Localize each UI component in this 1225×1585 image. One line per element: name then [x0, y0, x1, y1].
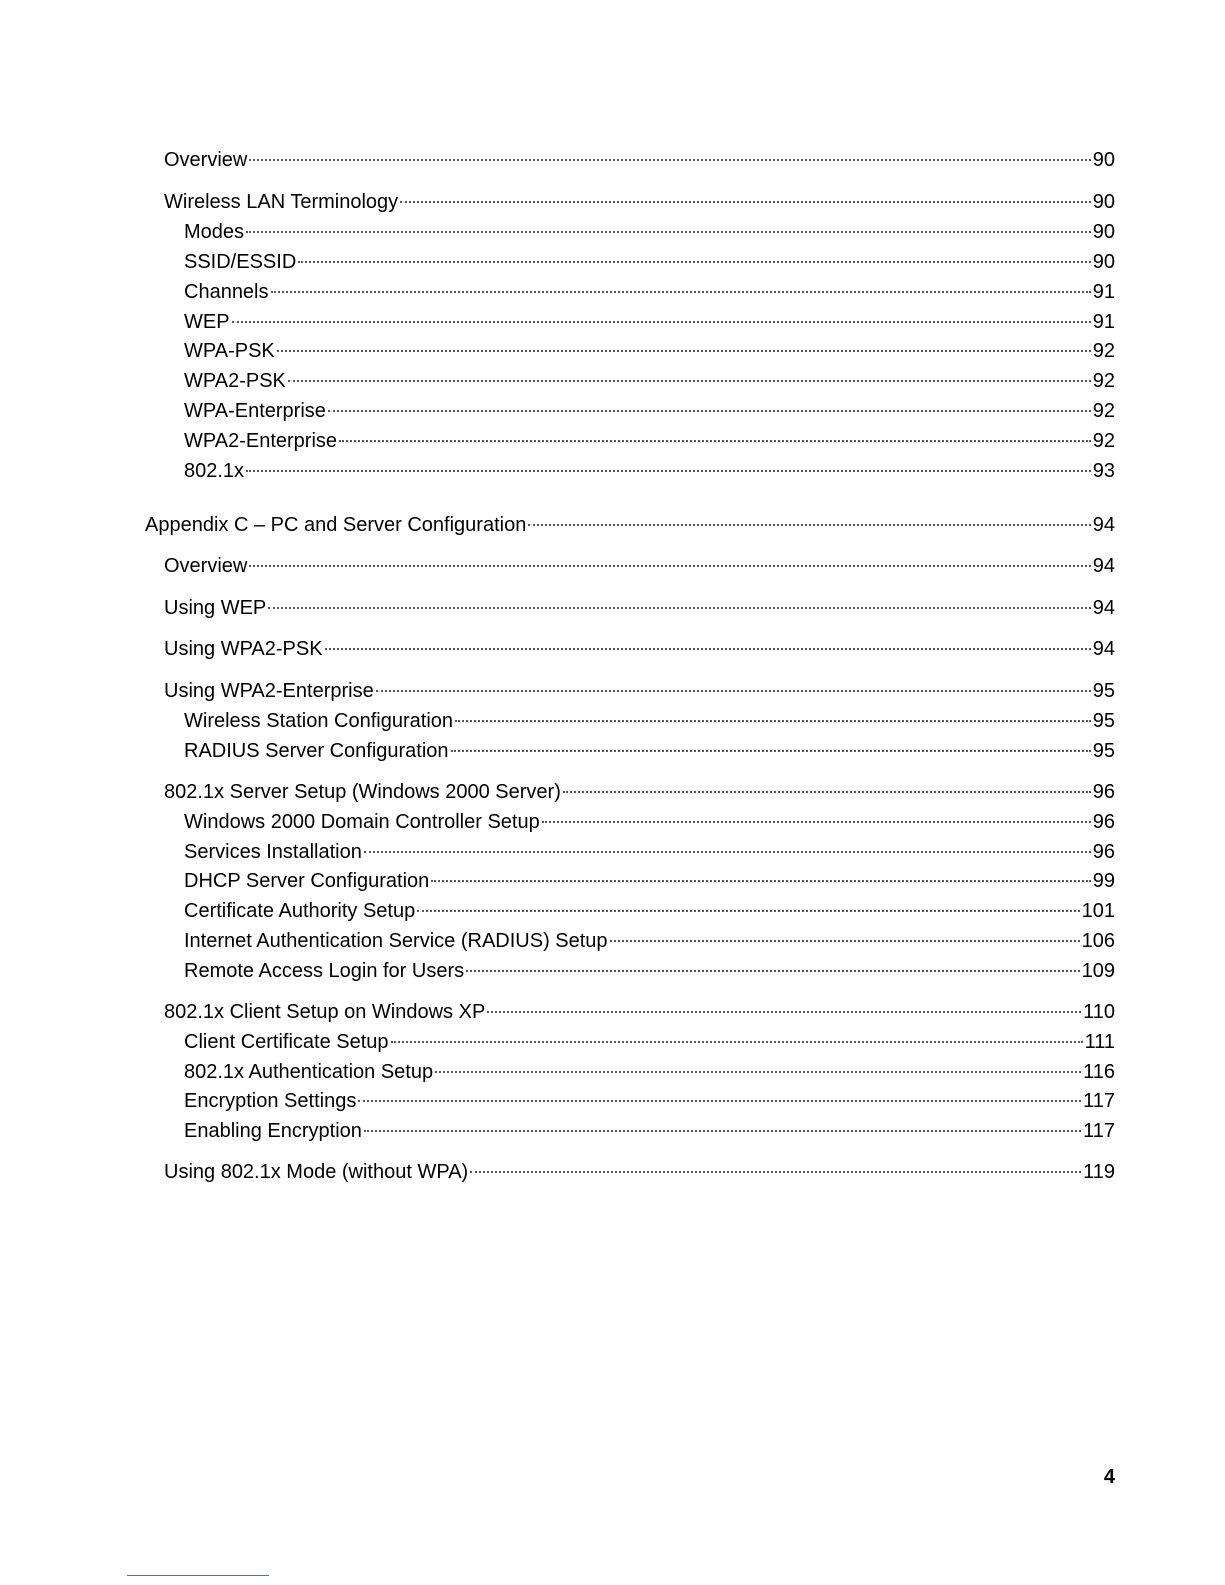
toc-entry[interactable] — [184, 279, 1115, 305]
toc-entry-page: 95 — [1092, 710, 1115, 732]
toc-entry-page: 90 — [1092, 221, 1115, 243]
dot-leader — [435, 1070, 1081, 1073]
toc-entry[interactable] — [184, 928, 1115, 954]
dot-leader — [451, 749, 1091, 752]
toc-entry-title: RADIUS Server Configuration — [184, 740, 449, 762]
toc-entry[interactable] — [184, 708, 1115, 734]
toc-entry-page: 92 — [1092, 430, 1115, 452]
dot-leader — [528, 523, 1090, 526]
toc-entry-title: Windows 2000 Domain Controller Setup — [184, 811, 540, 833]
dot-leader — [364, 850, 1091, 853]
toc-entry-page: 117 — [1083, 1090, 1115, 1112]
toc-entry-title: Using 802.1x Mode (without WPA) — [164, 1161, 469, 1183]
toc-entry-page: 91 — [1092, 311, 1115, 333]
toc-entry-page: 96 — [1092, 811, 1115, 833]
toc-entry-title: WPA2-Enterprise — [184, 430, 338, 452]
toc-entry[interactable] — [184, 458, 1115, 484]
toc-entry-page: 106 — [1081, 930, 1115, 952]
toc-entry-page: 90 — [1092, 191, 1115, 213]
dot-leader — [358, 1099, 1081, 1102]
dot-leader — [610, 939, 1080, 942]
dot-leader — [339, 439, 1091, 442]
toc-entry-page: 94 — [1092, 597, 1115, 619]
dot-leader — [466, 969, 1080, 972]
toc-entry-page: 99 — [1092, 870, 1115, 892]
toc-entry[interactable] — [184, 428, 1115, 454]
toc-entry-page: 90 — [1092, 149, 1115, 171]
toc-entry-title: Enabling Encryption — [184, 1120, 362, 1142]
toc-entry-title: 802.1x Client Setup on Windows XP — [164, 1001, 486, 1023]
toc-entry[interactable] — [164, 636, 1115, 662]
toc-entry-title: Using WPA2-PSK — [164, 638, 323, 660]
toc-entry[interactable] — [184, 738, 1115, 764]
toc-entry-title: Encryption Settings — [184, 1090, 357, 1112]
toc-entry-title: SSID/ESSID — [184, 251, 297, 273]
toc-entry-title: Remote Access Login for Users — [184, 960, 465, 982]
dot-leader — [455, 719, 1091, 722]
dot-leader — [364, 1129, 1081, 1132]
toc-entry-title: 802.1x — [184, 460, 245, 482]
toc-entry[interactable] — [184, 1029, 1115, 1055]
dot-leader — [249, 564, 1090, 567]
toc-entry-title: WPA-Enterprise — [184, 400, 326, 422]
toc-entry[interactable] — [184, 898, 1115, 924]
dot-leader — [400, 200, 1091, 203]
toc-entry[interactable] — [184, 368, 1115, 394]
dot-leader — [470, 1170, 1081, 1173]
dot-leader — [271, 290, 1091, 293]
toc-entry[interactable] — [164, 999, 1115, 1025]
toc-entry[interactable] — [184, 839, 1115, 865]
dot-leader — [288, 379, 1091, 382]
toc-entry-page: 119 — [1083, 1161, 1115, 1183]
toc-entry[interactable] — [184, 1118, 1115, 1144]
dot-leader — [232, 320, 1091, 323]
toc-entry-page: 95 — [1092, 680, 1115, 702]
toc-entry-page: 96 — [1092, 781, 1115, 803]
toc-entry-page: 94 — [1092, 555, 1115, 577]
toc-entry[interactable] — [164, 779, 1115, 805]
toc-entry[interactable] — [184, 249, 1115, 275]
toc-entry-title: WEP — [184, 311, 230, 333]
toc-entry[interactable] — [184, 309, 1115, 335]
dot-leader — [249, 158, 1090, 161]
toc-entry-title: 802.1x Authentication Setup — [184, 1061, 434, 1083]
toc-entry-title: Wireless LAN Terminology — [164, 191, 399, 213]
toc-entry-page: 92 — [1092, 370, 1115, 392]
toc-entry-page: 95 — [1092, 740, 1115, 762]
toc-entry[interactable] — [184, 1088, 1115, 1114]
toc-entry[interactable] — [184, 219, 1115, 245]
toc-entry-page: 116 — [1083, 1061, 1115, 1083]
toc-entry-page: 94 — [1092, 638, 1115, 660]
toc-entry-title: Modes — [184, 221, 245, 243]
toc-entry-title: Internet Authentication Service (RADIUS) Setup — [184, 930, 608, 952]
toc-entry-title: Appendix C – PC and Server Configuration — [145, 514, 527, 536]
toc-entry-page: 91 — [1092, 281, 1115, 303]
toc-entry[interactable] — [184, 398, 1115, 424]
dot-leader — [268, 606, 1091, 609]
toc-entry-title: Client Certificate Setup — [184, 1031, 389, 1053]
toc-entry[interactable] — [164, 147, 1115, 173]
toc-entry[interactable] — [164, 189, 1115, 215]
toc-entry-title: Using WPA2-Enterprise — [164, 680, 374, 702]
dot-leader — [487, 1010, 1081, 1013]
toc-entry[interactable] — [184, 958, 1115, 984]
toc-entry-title: WPA-PSK — [184, 340, 275, 362]
footer-rule — [127, 1575, 269, 1576]
toc-entry-title: Services Installation — [184, 841, 362, 863]
toc-entry-page: 94 — [1092, 514, 1115, 536]
toc-entry[interactable] — [184, 868, 1115, 894]
dot-leader — [563, 790, 1091, 793]
dot-leader — [246, 230, 1091, 233]
toc-entry-title: Overview — [164, 149, 248, 171]
dot-leader — [298, 260, 1090, 263]
toc-entry-title: 802.1x Server Setup (Windows 2000 Server) — [164, 781, 561, 803]
dot-leader — [542, 820, 1091, 823]
dot-leader — [246, 469, 1091, 472]
dot-leader — [376, 689, 1091, 692]
toc-entry-page: 92 — [1092, 340, 1115, 362]
toc-entry-title: Using WEP — [164, 597, 267, 619]
dot-leader — [431, 879, 1090, 882]
dot-leader — [328, 409, 1091, 412]
toc-entry-title: Certificate Authority Setup — [184, 900, 416, 922]
dot-leader — [391, 1040, 1083, 1043]
toc-entry-page: 110 — [1083, 1001, 1115, 1023]
toc-entry[interactable] — [164, 678, 1115, 704]
toc-entry-title: Overview — [164, 555, 248, 577]
toc-entry[interactable] — [184, 338, 1115, 364]
toc-entry-page: 117 — [1083, 1120, 1115, 1142]
toc-entry-title: WPA2-PSK — [184, 370, 286, 392]
toc-entry-page: 96 — [1092, 841, 1115, 863]
toc-entry[interactable] — [184, 1059, 1115, 1085]
toc-entry[interactable] — [164, 595, 1115, 621]
dot-leader — [277, 349, 1091, 352]
page-number: 4 — [1103, 1466, 1115, 1488]
toc-entry-page: 92 — [1092, 400, 1115, 422]
toc-entry[interactable] — [145, 512, 1115, 538]
toc-entry[interactable] — [164, 553, 1115, 579]
toc-entry-title: Channels — [184, 281, 269, 303]
toc-entry-title: Wireless Station Configuration — [184, 710, 454, 732]
toc-entry[interactable] — [184, 809, 1115, 835]
toc-entry-page: 90 — [1092, 251, 1115, 273]
toc-entry-page: 111 — [1084, 1031, 1115, 1053]
toc-entry-page: 109 — [1081, 960, 1115, 982]
toc-entry-page: 93 — [1092, 460, 1115, 482]
toc-entry-title: DHCP Server Configuration — [184, 870, 430, 892]
dot-leader — [417, 909, 1079, 912]
dot-leader — [325, 647, 1091, 650]
toc-entry[interactable] — [164, 1159, 1115, 1185]
toc-entry-page: 101 — [1081, 900, 1115, 922]
